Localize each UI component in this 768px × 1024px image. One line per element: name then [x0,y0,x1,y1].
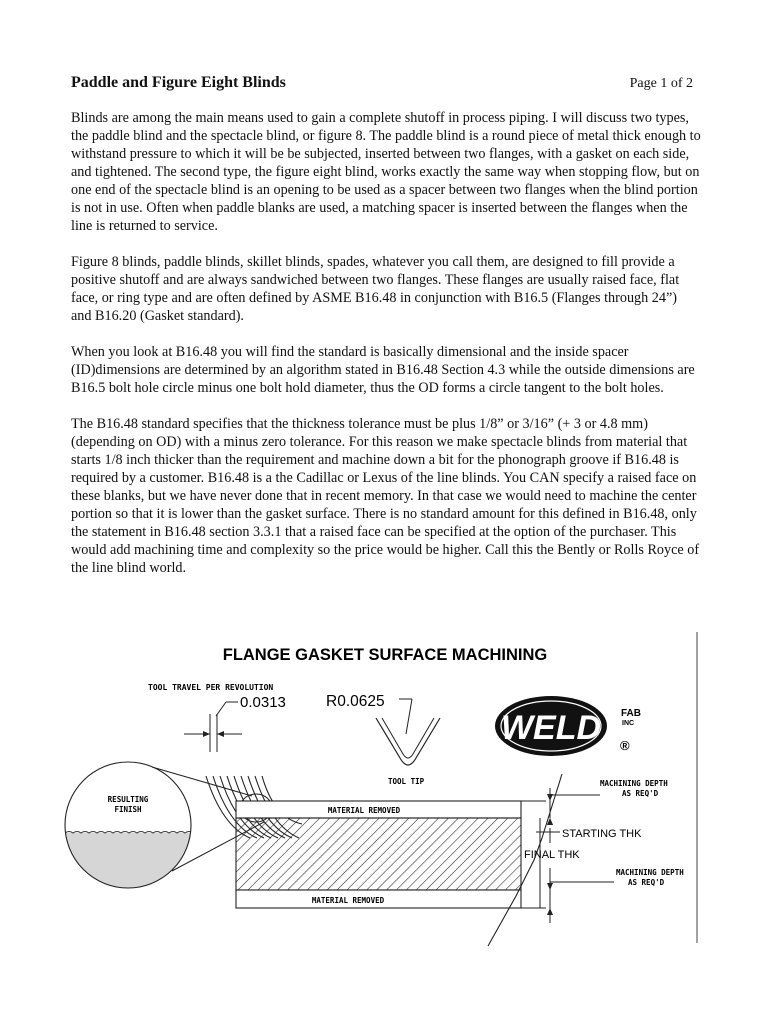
svg-text:®: ® [620,738,630,753]
machining-depth-bottom-1: MACHINING DEPTH [616,868,684,877]
material-removed-top: MATERIAL REMOVED [327,806,401,815]
machining-figure [64,628,704,948]
radius-label: R0.0625 [326,693,385,710]
body-text [71,109,701,595]
paragraph-1: Blinds are among the main means used to gain a complete shutoff in process piping. I will discuss two types, the paddle blind and the spectacle blind, or figure 8. The paddle blind is a round piece of metal thick enough to withstand pressure to which it will be be subjected, inserted between two flanges, with a gasket on each side, and tightened. The second type, the figure eight blind, works exactly the same way when stopping flow, but on one end of the spectacle blind is an opening to be used as a spacer between two flanges when the blind portion is not in use. Often when paddle blanks are used, a matching spacer is inserted between the flanges when the line is returned to service. [71,110,701,234]
page-header [71,74,693,92]
document-title: Paddle and Figure Eight Blinds [71,74,286,91]
tool-travel-value: 0.0313 [240,694,286,711]
resulting-finish-label-1: RESULTING [107,795,149,804]
machining-depth-bottom-2: AS REQ'D [628,878,665,887]
tool-travel-label: TOOL TRAVEL PER REVOLUTION [148,683,274,692]
machining-depth-top-2: AS REQ'D [622,789,659,798]
final-thk-label: FINAL THK [524,849,580,861]
resulting-finish-label-2: FINISH [114,805,142,814]
paragraph-3: When you look at B16.48 you will find the standard is basically dimensional and the inside spacer (ID)dimensions are determined by an algorithm stated in B16.48 Section 4.3 while the outside dimensions are B16.5 bolt hole circle minus one bolt hold diameter, thus the OD forms a circle tangent to the bolt holes. [71,344,695,396]
svg-text:WELD: WELD [500,709,602,747]
figure-title: FLANGE GASKET SURFACE MACHINING [222,646,548,664]
paragraph-4: The B16.48 standard specifies that the thickness tolerance must be plus 1/8” or 3/16” (+ 3 or 4.8 mm) (depending on OD) with a minus zero tolerance. For this reason we make spectacle blinds from material that starts 1/8 inch thicker than the requirement and machine down a bit for the phonograph groove if B16.48 is required by a customer. B16.48 is a the Cadillac or Lexus of the line blinds. You CAN specify a raised face on these blanks, but we have never done that in recent memory. In that case we would need to machine the center portion so that it is lower than the gasket surface. There is no standard amount for this defined in B16.48, only the statement in B16.48 section 3.3.1 that a raised face can be specified at the option of the purchaser. This would add machining time and complexity so the price would be higher. Call this the Bently or Rolls Royce of the line blind world. [71,416,700,576]
svg-text:FAB: FAB [621,708,641,719]
starting-thk-label: STARTING THK [562,828,642,840]
paragraph-2: Figure 8 blinds, paddle blinds, skillet blinds, spades, whatever you call them, are designed to fill provide a positive shutoff and are always sandwiched between two flanges. These flanges are usually raised face, flat face, or ring type and are often defined by ASME B16.48 in conjunction with B16.5 (Flanges through 24”) and B16.20 (Gasket standard). [71,254,680,324]
material-cross-section [236,801,546,908]
material-removed-bottom: MATERIAL REMOVED [311,896,385,905]
machining-diagram [64,628,704,948]
svg-text:INC: INC [622,720,635,727]
tool-tip-label: TOOL TIP [388,777,425,786]
machining-depth-top-1: MACHINING DEPTH [600,779,668,788]
page-number: Page 1 of 2 [629,76,693,91]
weldfab-logo [495,696,641,756]
resulting-finish-circle [64,762,194,893]
